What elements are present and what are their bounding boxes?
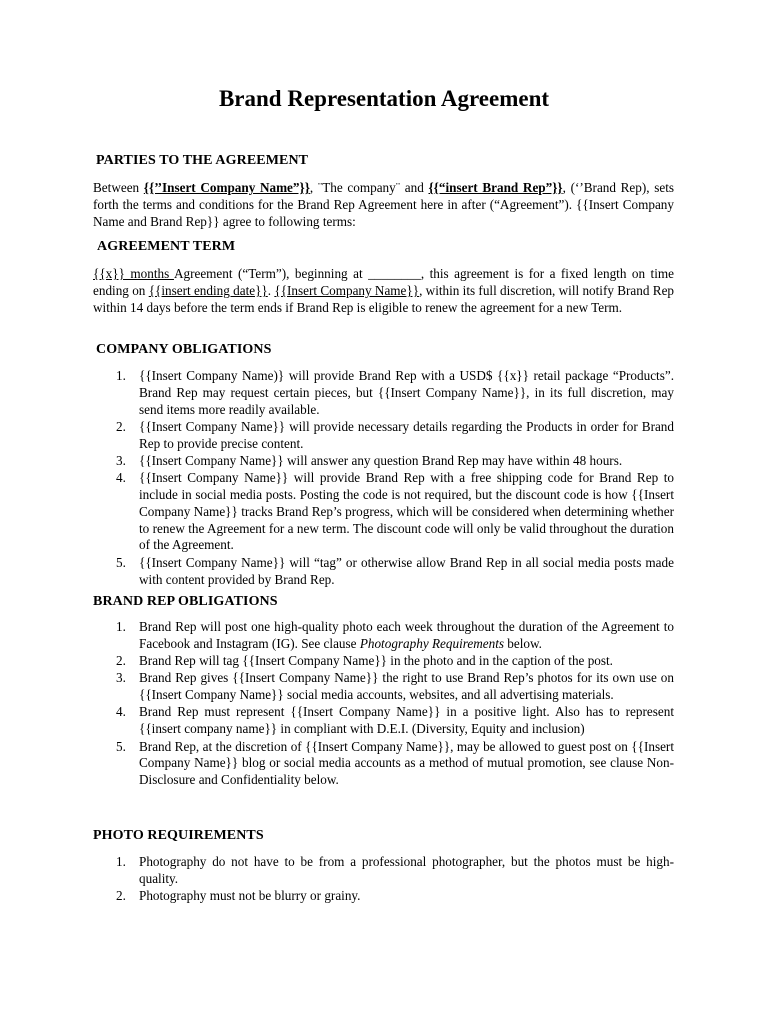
- term-end-date: {{insert ending date}}: [148, 283, 268, 299]
- list-item-text: Brand Rep, at the discretion of {{Insert Company Name}}, may be allowed to guest post on {{Insert Company Name}} blog or social media accounts as a method of mutual promotion, see clause Non-Disclosure and Confidentiality below.: [139, 738, 674, 788]
- list-item-text: {{Insert Company Name}} will provide necessary details regarding the Products in order for Brand Rep to provide precise content.: [139, 418, 674, 451]
- parties-heading: PARTIES TO THE AGREEMENT: [96, 153, 309, 168]
- list-number: 1.: [116, 854, 126, 869]
- photo-requirements-heading: PHOTO REQUIREMENTS: [93, 828, 264, 843]
- list-number: 1.: [116, 619, 126, 634]
- list-number: 4.: [116, 704, 126, 720]
- list-item: [116, 554, 674, 589]
- list-item-text: {{Insert Company Name}} will provide Brand Rep with a free shipping code for Brand Rep to include in social media posts. Posting the code is not required, but the discount code is how {{Insert Company Name}} tracks Brand Rep’s progress, which will be considered when determining whether to renew the Agreement for a new term. The discount code will only be valid throughout the duration of the Agreement.: [139, 470, 674, 553]
- term-company-name: {{Insert Company Name}}: [274, 283, 420, 299]
- list-item-text: {{Insert Company Name}} will answer any question Brand Rep may have within 48 hours.: [139, 452, 623, 468]
- list-item-text: Photography must not be blurry or grainy.: [139, 888, 361, 904]
- term-text-3: .: [267, 283, 275, 299]
- term-text-2: , this agreement is for a fixed length on time ending on: [93, 266, 674, 299]
- list-number: 5.: [116, 738, 126, 754]
- list-number: 2.: [116, 653, 126, 669]
- company-label: , ¨The company¨ and: [309, 180, 429, 195]
- list-number: 4.: [116, 470, 126, 486]
- parties-between: Between: [93, 180, 144, 195]
- term-months: {{x}} months: [93, 266, 174, 281]
- list-item: [116, 418, 674, 453]
- list-item-text: {{Insert Company Name)} will provide Brand Rep with a USD$ {{x}} retail package “Products”. Brand Rep may request certain pieces, but {{Insert Company Name}}, in its full discretion, may send items more readily available.: [139, 368, 674, 417]
- term-text-1: Agreement (“Term”), beginning at: [173, 266, 369, 281]
- list-item: [116, 452, 674, 470]
- term-paragraph: [93, 265, 674, 317]
- list-item: [116, 704, 674, 738]
- list-item-text: Photography do not have to be from a professional photographer, but the photos must be high-quality.: [139, 854, 674, 886]
- rep-obligations-list: [116, 619, 674, 789]
- list-item-text: {{Insert Company Name}} will “tag” or otherwise allow Brand Rep in all social media posts made with content provided by Brand Rep.: [139, 554, 674, 587]
- list-item: [116, 470, 674, 554]
- list-item: [116, 738, 674, 789]
- list-item-text: Brand Rep will post one high-quality photo each week throughout the duration of the Agreement to Facebook and Instagram (IG). See clause: [139, 619, 674, 651]
- company-obligations-heading: COMPANY OBLIGATIONS: [96, 342, 272, 357]
- term-text-4: , within its full discretion, will notify Brand Rep within 14 days before the term ends if Brand Rep is eligible to renew the agreement for a new Term.: [93, 283, 675, 316]
- list-number: 5.: [116, 554, 126, 570]
- list-number: 2.: [116, 888, 126, 904]
- rep-obligations-heading: BRAND REP OBLIGATIONS: [93, 594, 278, 609]
- list-item: [116, 670, 674, 704]
- list-item: [116, 619, 674, 653]
- list-item: [116, 368, 674, 418]
- parties-rest: , (‘’Brand Rep), sets forth the terms and conditions for the Brand Rep Agreement here in after (“Agreement”). {{Insert Company Name and Brand Rep}} agree to following terms:: [93, 180, 674, 230]
- list-item-text: Brand Rep gives {{Insert Company Name}} the right to use Brand Rep’s photos for its own use on {{Insert Company Name}} social media accounts, websites, and all advertising materials.: [139, 670, 674, 703]
- company-name-placeholder: {{’’Insert Company Name”}}: [143, 180, 310, 195]
- photography-requirements-reference: Photography Requirements: [359, 635, 504, 651]
- list-item: [116, 888, 674, 905]
- list-number: 3.: [116, 452, 126, 468]
- list-item-text: Brand Rep will tag {{Insert Company Name}} in the photo and in the caption of the post.: [139, 653, 613, 669]
- list-number: 1.: [116, 368, 126, 383]
- company-obligations-list: [116, 368, 674, 589]
- term-heading: AGREEMENT TERM: [97, 239, 236, 254]
- parties-paragraph: [93, 179, 674, 231]
- photo-requirements-list: [116, 854, 674, 905]
- list-item-text: Brand Rep must represent {{Insert Company Name}} in a positive light. Also has to represent {{insert company name}} in compliant with D.E.I. (Diversity, Equity and inclusion): [139, 704, 674, 737]
- list-number: 3.: [116, 670, 126, 686]
- list-item: [116, 854, 674, 888]
- list-number: 2.: [116, 418, 126, 434]
- document-title: Brand Representation Agreement: [218, 86, 550, 111]
- list-item: [116, 653, 674, 670]
- brand-rep-placeholder: {{“insert Brand Rep”}}: [428, 180, 563, 195]
- list-item-text-end: below.: [504, 635, 542, 651]
- term-start-blank: ________: [368, 266, 421, 281]
